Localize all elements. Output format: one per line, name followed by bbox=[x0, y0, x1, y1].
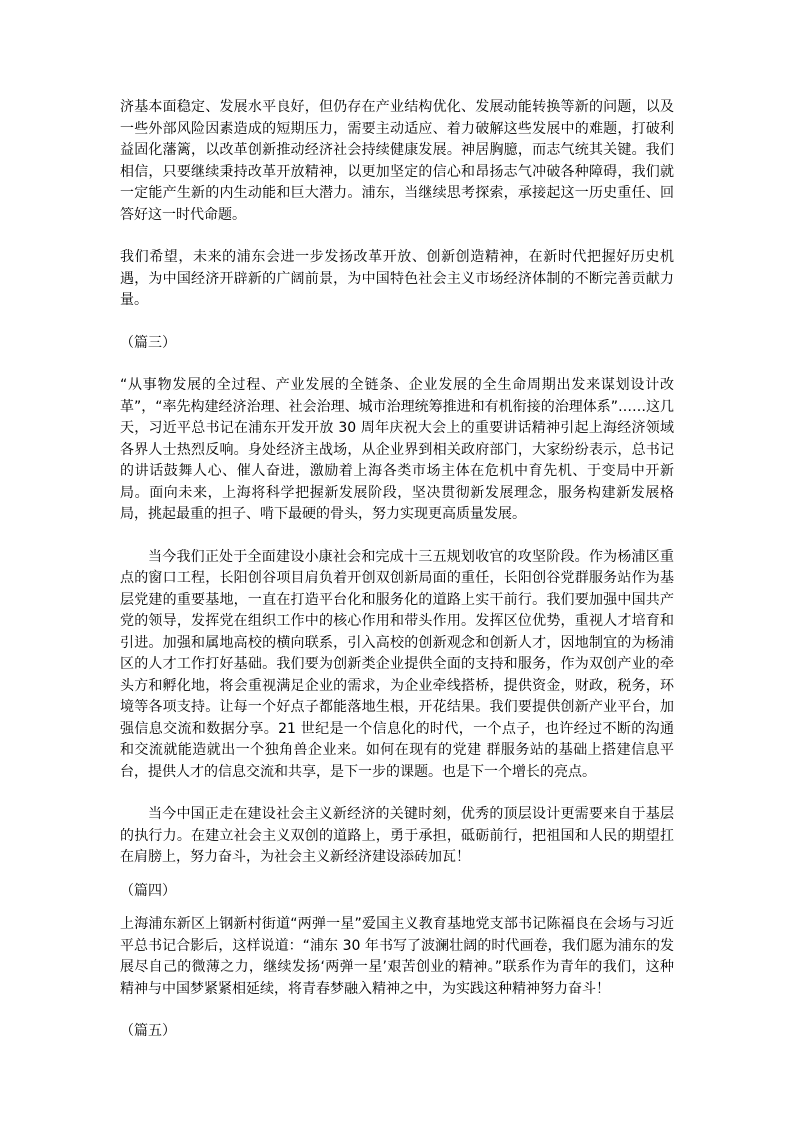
section-heading-4: （篇四） bbox=[120, 882, 176, 899]
paragraph-new-economy: 当今中国正走在建设社会主义新经济的关键时刻，优秀的顶层设计更需要来自于基层的执行力。在建立社会主义双创的道路上，勇于承担，砥砺前行，把祖国和人民的期望扛在肩膀上，努力奋斗，为社会主义新经济建设添砖加瓦！ bbox=[120, 806, 674, 865]
section-heading-3: （篇三） bbox=[120, 334, 176, 351]
document-page bbox=[120, 97, 674, 1043]
section-heading-5: （篇五） bbox=[120, 1023, 176, 1039]
paragraph-reform-quote: “从事物发展的全过程、产业发展的全链条、企业发展的全生命周期出发来谋划设计改革”，“率先构建经济治理、社会治理、城市治理统筹推进和有机衔接的治理体系”……这几天，习近平总书记在浦东开发开放 30 周年庆祝大会上的重要讲话精神引起上海经济领域各界人士热烈反响。身处经济主战场，从企业界到相关政府部门，大家纷纷表示，总书记的讲话鼓舞人心、催人奋进，激励着上海各类市场主体在危机中育先机、于变局中开新局。面向未来，上海将科学把握新发展阶段，坚决贯彻新发展理念，服务构建新发展格局，挑起最重的担子、啃下最硬的骨头，努力实现更高质量发展。 bbox=[120, 377, 674, 522]
paragraph-hope: 我们希望，未来的浦东会进一步发扬改革开放、创新创造精神，在新时代把握好历史机遇，为中国经济开辟新的广阔前景，为中国特色社会主义市场经济体制的不断完善贡献力量。 bbox=[120, 249, 674, 308]
paragraph-economy: 济基本面稳定、发展水平良好，但仍存在产业结构优化、发展动能转换等新的问题，以及一些外部风险因素造成的短期压力，需要主动适应、着力破解这些发展中的难题，打破利益固化藩篱，以改革创新推动经济社会持续健康发展。神居胸臆，而志气统其关键。我们相信，只要继续秉持改革开放精神，以更加坚定的信心和昂扬志气冲破各种障碍，我们就一定能产生新的内生动能和巨大潜力。浦东，当继续思考探索，承接起这一历史重任、回答好这一时代命题。 bbox=[120, 99, 674, 223]
paragraph-two-bombs: 上海浦东新区上钢新村街道“两弹一星”爱国主义教育基地党支部书记陈福良在会场与习近平总书记合影后，这样说道：“浦东 30 年书写了波澜壮阔的时代画卷，我们愿为浦东的发展尽自己的微薄之力，继续发扬‘两弹一星’艰苦创业的精神。”联系作为青年的我们，这种精神与中国梦紧紧相延续，将青春梦融入精神之中，为实践这种精神努力奋斗！ bbox=[120, 916, 674, 997]
paragraph-changyang: 当今我们正处于全面建设小康社会和完成十三五规划收官的攻坚阶段。作为杨浦区重点的窗口工程，长阳创谷项目肩负着开创双创新局面的重任，长阳创谷党群服务站作为基层党建的重要基地，一直在打造平台化和服务化的道路上实干前行。我们要加强中国共产党的领导，发挥党在组织工作中的核心作用和带头作用。发挥区位优势，重视人才培育和引进。加强和属地高校的横向联系，引入高校的创新观念和创新人才，因地制宜的为杨浦区的人才工作打好基础。我们要为创新类企业提供全面的支持和服务，作为双创产业的牵头方和孵化地，将会重视满足企业的需求，为企业牵线搭桥，提供资金，财政，税务，环境等各项支持。让每一个好点子都能落地生根，开花结果。我们要提供创新产业平台，加强信息交流和数据分享。21 世纪是一个信息化的时代，一个点子，也许经过不断的沟通和交流就能造就出一个独角兽企业来。如何在现有的党建 群服务站的基础上搭建信息平台，提供人才的信息交流和共享，是下一步的课题。也是下一个增长的亮点。 bbox=[120, 548, 674, 780]
